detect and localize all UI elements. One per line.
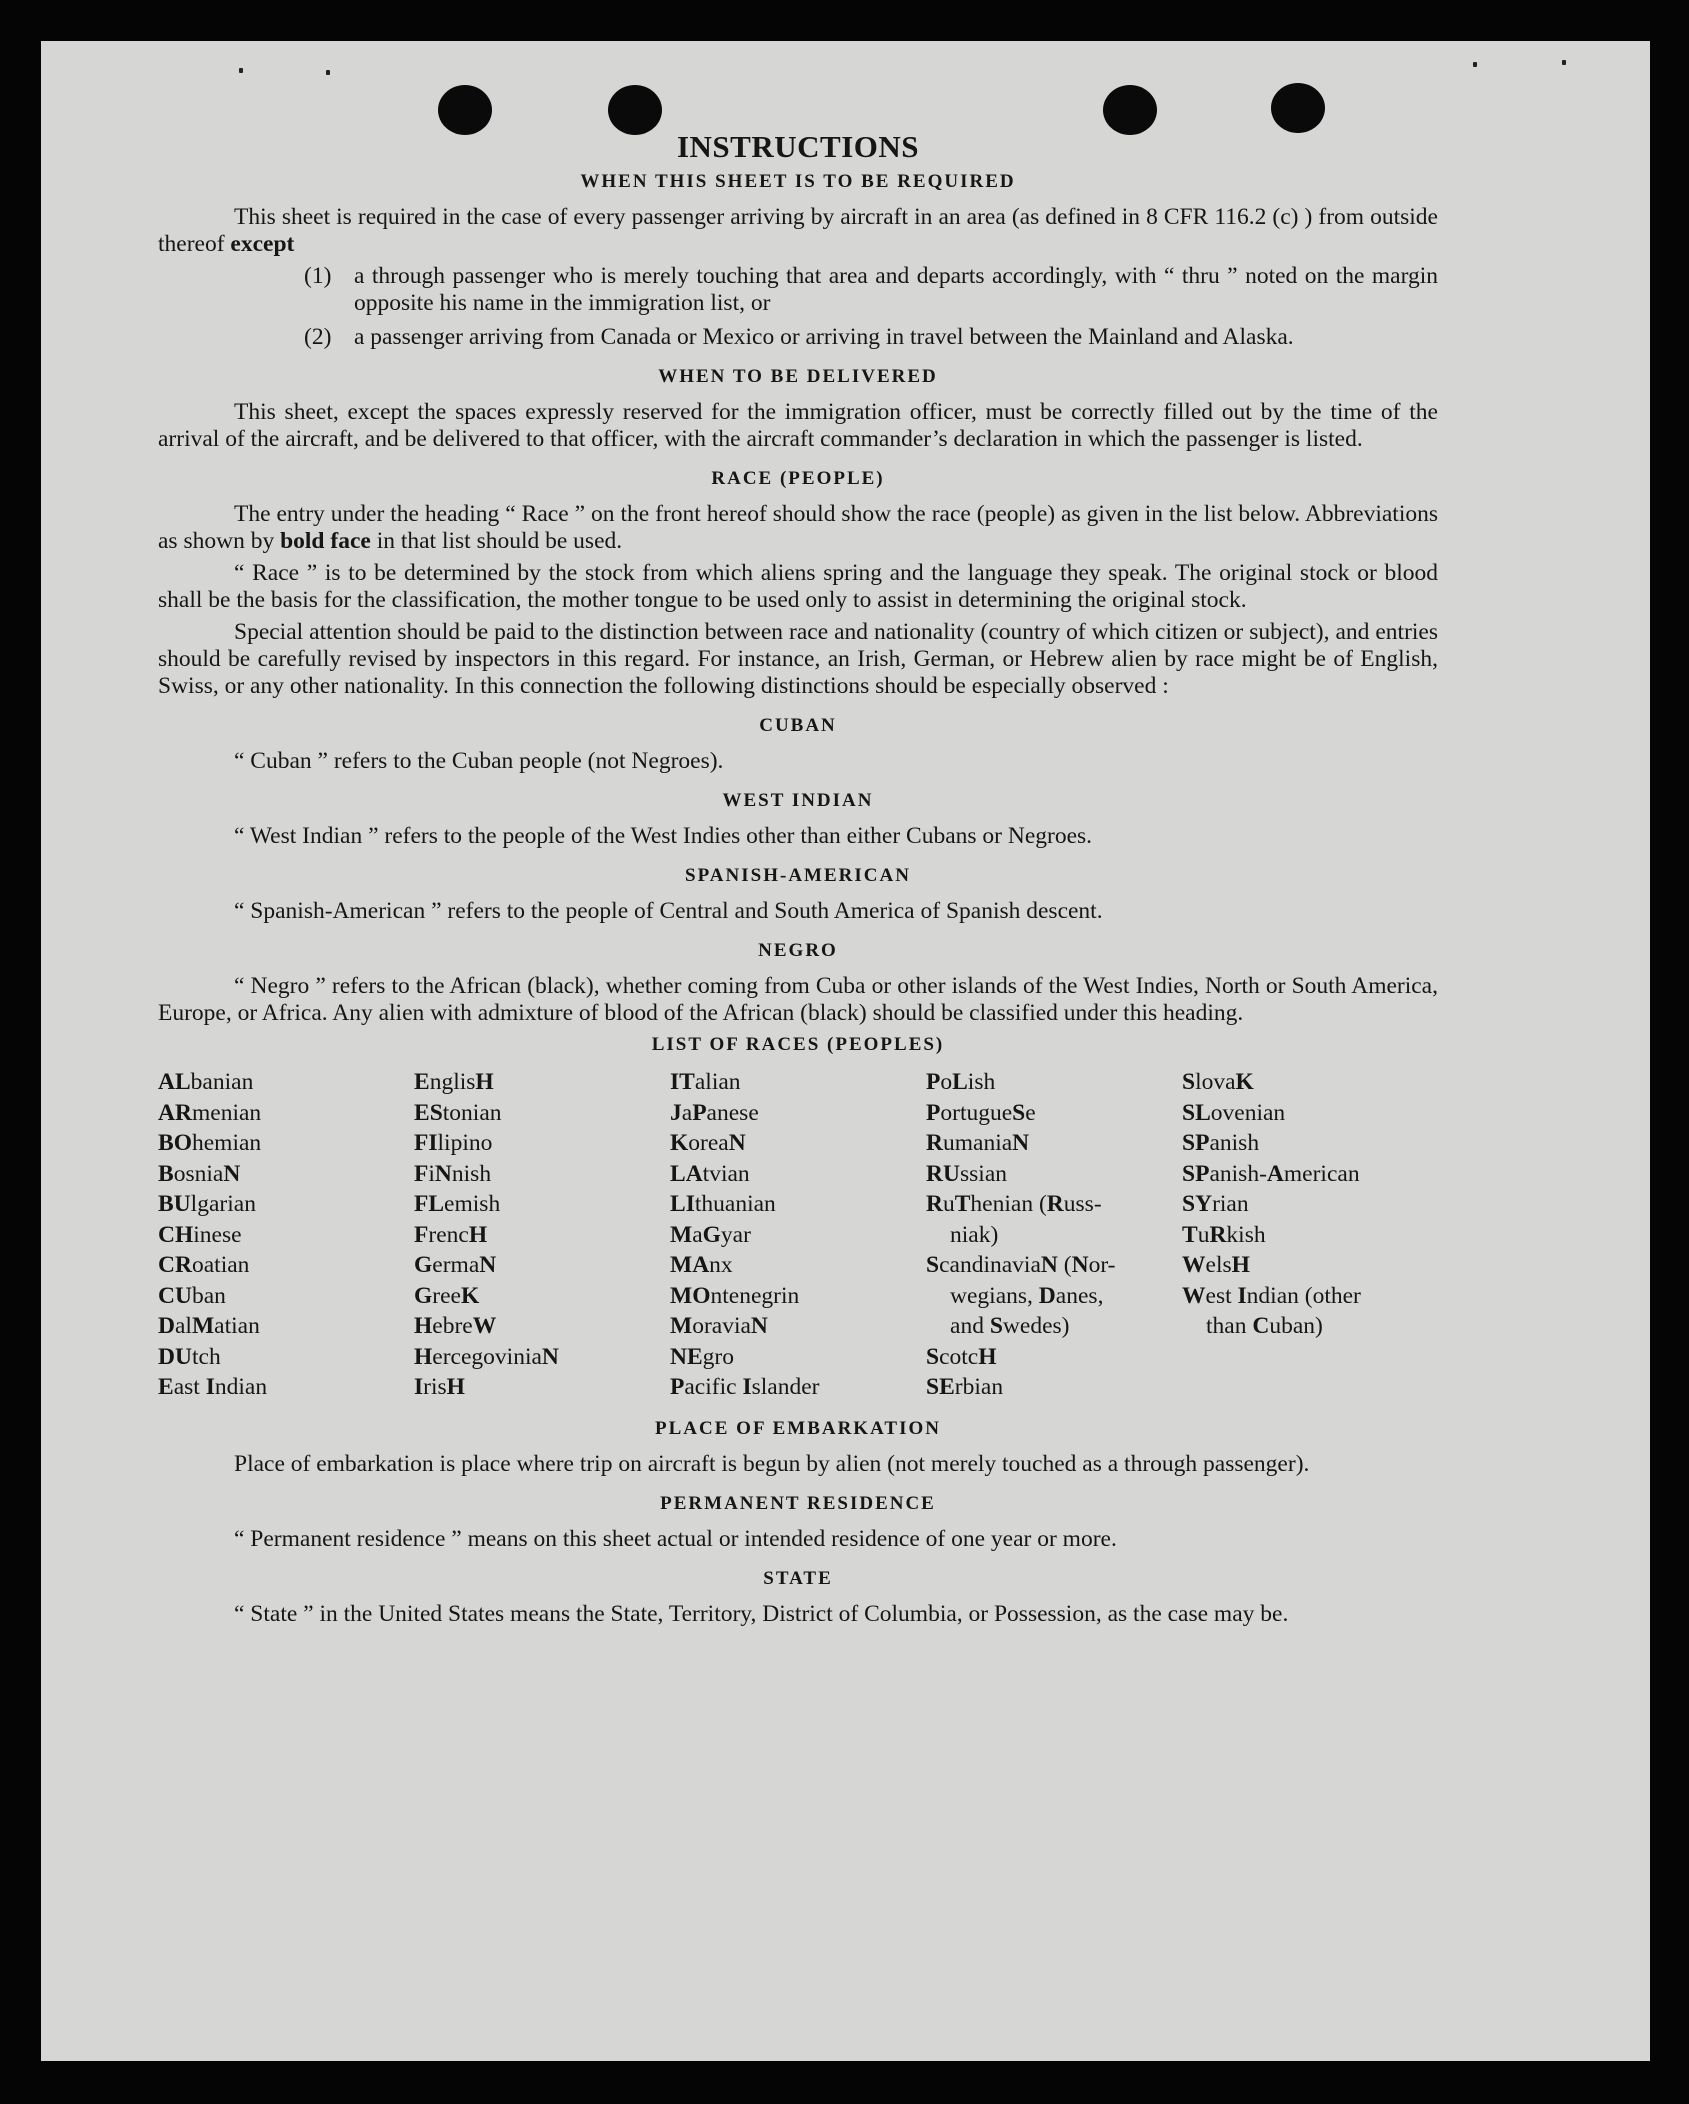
exception-item-2 — [158, 324, 1438, 351]
race-entry: LAtvian — [670, 1160, 750, 1187]
heading-negro: NEGRO — [758, 940, 838, 961]
race-entry: BUlgarian — [158, 1191, 256, 1217]
race-entry: ScotcH — [926, 1343, 997, 1370]
race-entry: RUssian — [926, 1160, 1007, 1187]
race-entry: NEgro — [670, 1343, 734, 1370]
paragraph-race-1: The entry under the heading “ Race ” on the front hereof should show the race (people) as given in the list below. Abbreviations as shown by bold face in that list should be used. — [158, 501, 1438, 554]
instructions-text — [158, 128, 1438, 1633]
heading-race: RACE (PEOPLE) — [711, 468, 885, 489]
races-column — [158, 1067, 414, 1403]
exception-item-1 — [158, 263, 1438, 317]
heading-west-indian: WEST INDIAN — [722, 790, 874, 811]
heading-spanish-american: SPANISH-AMERICAN — [685, 865, 911, 886]
paragraph-when-required: This sheet is required in the case of every passenger arriving by aircraft in an area (as defined in 8 CFR 116.2 (c) ) from outside thereof except — [158, 204, 1438, 257]
paragraph-state: “ State ” in the United States means the State, Territory, District of Columbia, or Possession, as the case may be. — [234, 1600, 1289, 1627]
page-title: INSTRUCTIONS — [676, 129, 919, 164]
race-entry: MaGyar — [670, 1221, 751, 1248]
races-column — [670, 1067, 926, 1403]
race-entry: Pacific Islander — [670, 1374, 820, 1400]
paragraph-permanent-residence: “ Permanent residence ” means on this sheet actual or intended residence of one year or more. — [234, 1525, 1117, 1552]
paper-speck — [1562, 60, 1566, 65]
heading-state: STATE — [763, 1567, 833, 1589]
race-entry: DUtch — [158, 1343, 221, 1370]
race-entry: HebreW — [414, 1313, 497, 1339]
race-entry: FiNnish — [414, 1160, 492, 1187]
races-column — [926, 1067, 1182, 1403]
heading-when-required: WHEN THIS SHEET IS TO BE REQUIRED — [580, 171, 1016, 192]
race-entry: RumaniaN — [926, 1130, 1030, 1156]
paragraph-embarkation: Place of embarkation is place where trip on aircraft is begun by alien (not merely touched as a through passenger). — [234, 1450, 1310, 1477]
race-entry: SYrian — [1182, 1191, 1249, 1217]
race-entry: MoraviaN — [670, 1313, 768, 1339]
race-entry: SPanish — [1182, 1130, 1260, 1156]
race-entry: SlovaK — [1182, 1069, 1254, 1095]
heading-permanent-residence: PERMANENT RESIDENCE — [660, 1492, 936, 1514]
race-entry: wegians, Danes, — [950, 1282, 1104, 1309]
race-entry: ITalian — [670, 1069, 741, 1095]
paragraph-race-2: “ Race ” is to be determined by the stock from which aliens spring and the language they speak. The original stock or blood shall be the basis for the classification, the mother tongue to be used only to assist in determining the original stock. — [158, 560, 1438, 613]
race-entry: than Cuban) — [1206, 1313, 1323, 1339]
race-entry: RuThenian (Russ- — [926, 1191, 1102, 1217]
race-entry: West Indian (other — [1182, 1282, 1361, 1309]
race-entry: MAnx — [670, 1252, 733, 1278]
race-entry: FrencH — [414, 1221, 488, 1248]
race-entry: EStonian — [414, 1099, 502, 1126]
race-entry: CUban — [158, 1282, 226, 1309]
race-entry: CRoatian — [158, 1252, 250, 1278]
race-entry: JaPanese — [670, 1099, 759, 1126]
race-entry: CHinese — [158, 1221, 242, 1248]
race-entry: WelsH — [1182, 1252, 1250, 1278]
race-entry: East Indian — [158, 1374, 268, 1400]
exception-text: a through passenger who is merely touching that area and departs accordingly, with “ thru ” noted on the margin opposite his name in the immigration list, or — [354, 263, 1438, 316]
race-entry: BOhemian — [158, 1130, 262, 1156]
exception-text: a passenger arriving from Canada or Mexico or arriving in travel between the Mainland and Alaska. — [354, 324, 1294, 350]
race-entry: ScandinaviaN (Nor- — [926, 1252, 1116, 1278]
paper-speck — [326, 70, 330, 75]
race-entry: EnglisH — [414, 1069, 494, 1095]
race-entry: KoreaN — [670, 1130, 746, 1156]
exception-number: (2) — [304, 324, 332, 350]
race-entry: SLovenian — [1182, 1099, 1286, 1126]
exception-number: (1) — [304, 263, 332, 289]
paragraph-spanish-american: “ Spanish-American ” refers to the people of Central and South America of Spanish descent. — [234, 898, 1103, 924]
race-entry: BosniaN — [158, 1160, 241, 1187]
race-entry: ALbanian — [158, 1069, 254, 1095]
race-entry: IrisH — [414, 1374, 465, 1400]
race-entry: DalMatian — [158, 1313, 260, 1339]
races-column — [1182, 1067, 1438, 1403]
race-entry: and Swedes) — [950, 1313, 1070, 1339]
paragraph-west-indian: “ West Indian ” refers to the people of the West Indies other than either Cubans or Negroes. — [234, 823, 1093, 849]
heading-list-of-races: LIST OF RACES (PEOPLES) — [651, 1034, 945, 1055]
heading-cuban: CUBAN — [759, 715, 837, 736]
paper-speck — [239, 68, 243, 73]
race-entry: HercegoviniaN — [414, 1343, 559, 1370]
punch-hole — [1271, 83, 1325, 133]
race-entry: PoLish — [926, 1069, 996, 1095]
paper-speck — [1473, 62, 1477, 67]
races-list — [158, 1067, 1438, 1403]
race-entry: niak) — [950, 1221, 999, 1248]
races-column — [414, 1067, 670, 1403]
paragraph-cuban: “ Cuban ” refers to the Cuban people (not Negroes). — [234, 748, 724, 774]
paragraph-when-delivered: This sheet, except the spaces expressly reserved for the immigration officer, must be correctly filled out by the time of the arrival of the aircraft, and be delivered to that officer, with the aircraft commander’s declaration in which the passenger is listed. — [158, 399, 1438, 452]
heading-embarkation: PLACE OF EMBARKATION — [655, 1417, 941, 1439]
race-entry: GermaN — [414, 1252, 497, 1278]
race-entry: FIlipino — [414, 1130, 493, 1156]
paragraph-race-3: Special attention should be paid to the distinction between race and nationality (country of which citizen or subject), and entries should be carefully revised by inspectors in this regard. For instance, an Irish, German, or Hebrew alien by race might be of English, Swiss, or any other nationality. In this connection the following distinctions should be especially observed : — [158, 619, 1438, 699]
race-entry: TuRkish — [1182, 1221, 1266, 1248]
heading-when-delivered: WHEN TO BE DELIVERED — [658, 366, 938, 387]
race-entry: PortugueSe — [926, 1099, 1036, 1126]
paragraph-negro: “ Negro ” refers to the African (black), whether coming from Cuba or other islands of the West Indies, North or South America, Europe, or Africa. Any alien with admixture of blood of the African (black) should be classified under this heading. — [158, 973, 1438, 1026]
race-entry: SPanish-American — [1182, 1160, 1360, 1187]
race-entry: ARmenian — [158, 1099, 262, 1126]
race-entry: LIthuanian — [670, 1191, 776, 1217]
race-entry: MOntenegrin — [670, 1282, 800, 1309]
race-entry: FLemish — [414, 1191, 501, 1217]
race-entry: GreeK — [414, 1282, 480, 1309]
race-entry: SErbian — [926, 1374, 1004, 1400]
